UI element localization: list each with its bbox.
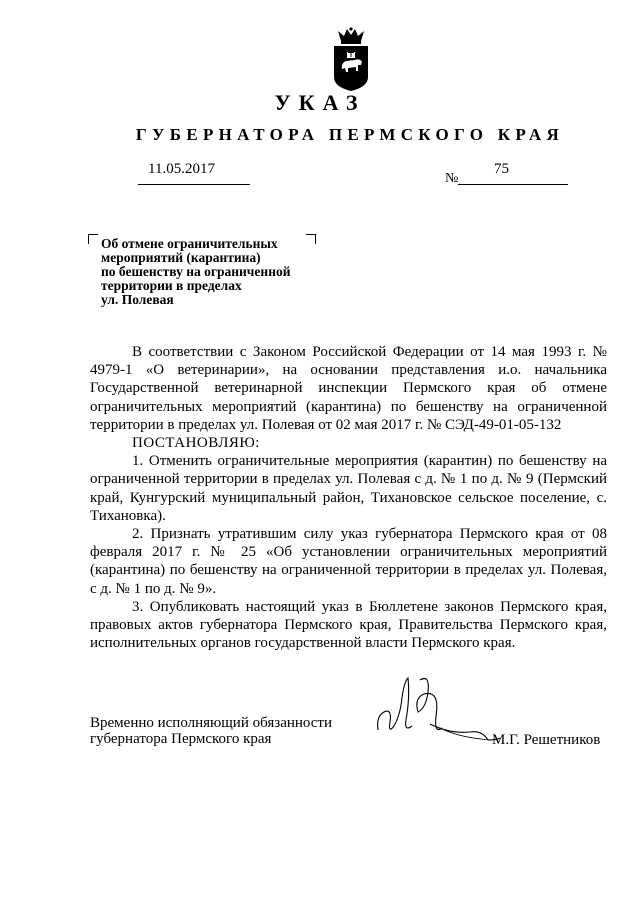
- signer-name: М.Г. Решетников: [492, 732, 601, 748]
- handwritten-signature: [370, 668, 500, 748]
- document-title: УКАЗ: [274, 90, 366, 115]
- heading-line: территории в пределах: [101, 278, 242, 293]
- number-underline: [458, 184, 568, 185]
- document-heading: [101, 237, 331, 307]
- decree-word: ПОСТАНОВЛЯЮ:: [132, 435, 260, 452]
- item-paragraph-1: 1. Отменить ограничительные мероприятия (карантин) по бешенству на ограниченной территории в пределах ул. Полевая с д. № 1 по д. № 9 (Пермский край, Кунгурский муниципальный район, Тихановское сельское поселение, с. Тихановка).: [90, 453, 607, 524]
- heading-line: по бешенству на ограниченной: [101, 264, 291, 279]
- document-date: 11.05.2017: [148, 161, 215, 177]
- heading-line: мероприятий (карантина): [101, 250, 261, 265]
- heading-line: ул. Полевая: [101, 292, 174, 307]
- document-number: 75: [494, 161, 509, 177]
- signer-position-line: Временно исполняющий обязанности: [90, 715, 333, 731]
- date-underline: [138, 184, 250, 185]
- heading-bracket-left: [88, 234, 98, 244]
- item-paragraph-3: 3. Опубликовать настоящий указ в Бюллетене законов Пермского края, правовых актов губернатора Пермского края, Правительства Пермского края, исполнительных органов государственной власти Пермского края.: [90, 598, 607, 652]
- signer-position-line: губернатора Пермского края: [90, 730, 272, 747]
- signer-position: [90, 716, 332, 747]
- number-sign: №: [445, 171, 459, 186]
- document-subtitle: ГУБЕРНАТОРА ПЕРМСКОГО КРАЯ: [135, 125, 565, 144]
- coat-of-arms-icon: [329, 27, 373, 93]
- item-paragraph-2: 2. Признать утратившим силу указ губернатора Пермского края от 08 февраля 2017 г. № 25 «Об установлении ограничительных мероприятий (карантина) по бешенству на ограниченной территории в пределах ул. Полевая, с д. № 1 по д. № 9».: [90, 526, 607, 597]
- preamble-paragraph: В соответствии с Законом Российской Федерации от 14 мая 1993 г. № 4979-1 «О ветеринарии», на основании представления и.о. начальника Государственной ветеринарной инспекции Пермского края об отмене ограничительных мероприятий (карантина) по бешенству на ограниченной территории в пределах ул. Полевая от 02 мая 2017 г. № СЭД-49-01-05-132: [90, 344, 607, 433]
- heading-line: Об отмене ограничительных: [101, 236, 278, 251]
- document-body: [90, 343, 607, 652]
